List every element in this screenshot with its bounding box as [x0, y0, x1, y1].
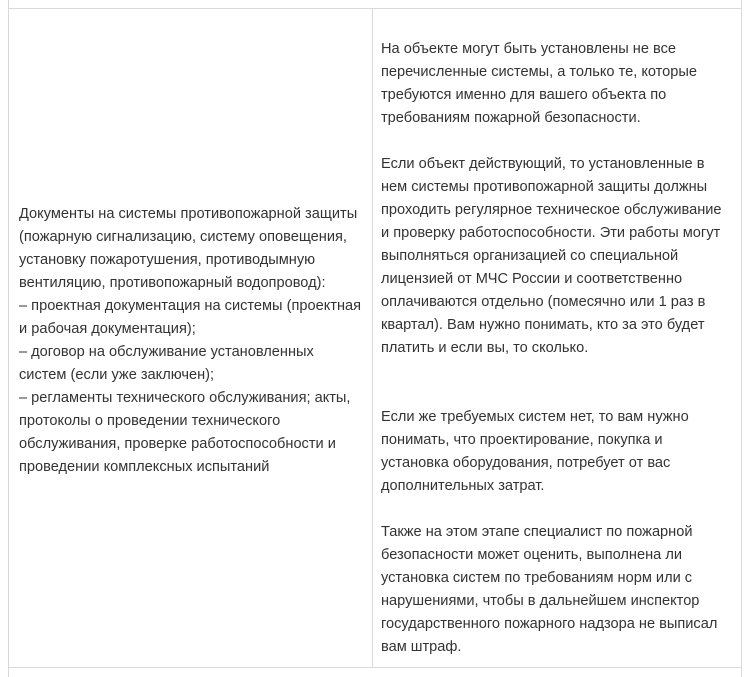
- document-table: [8, 0, 742, 677]
- table-row: [9, 8, 741, 668]
- right-cell: [373, 9, 741, 667]
- right-paragraph-1: На объекте могут быть установлены не все перечисленные системы, а только те, которые требуются именно для вашего объекта по требованиям пожарной безопасности.: [381, 41, 698, 126]
- left-cell-text: Документы на системы противопожарной защиты (пожарную сигнализацию, систему оповещения, установку пожаротушения, противодымную вентиляцию, противопожарный водопровод): – проектная документация на системы (проектная и рабочая документация); – договор на обслуживание установленных систем (если уже заключен); – регламенты технического обслуживания; акты, протоколы о проведении технического обслуживания, проверке работоспособности и проведении комплексных испытаний: [19, 206, 362, 475]
- right-paragraph-2: Если объект действующий, то установленные в нем системы противопожарной защиты должны проходить регулярное техническое обслуживание и проверку работоспособности. Эти работы могут выполняться организацией со специальной лицензией от МЧС России и соответственно оплачиваются отдельно (помесячно или 1 раз в квартал). Вам нужно понимать, кто за это будет платить и если вы, то сколько.: [381, 156, 722, 356]
- left-cell: [9, 9, 373, 667]
- right-paragraph-4: Также на этом этапе специалист по пожарной безопасности может оценить, выполнена ли установка систем по требованиям норм или с нарушениями, чтобы в дальнейшем инспектор государственного пожарного надзора не выписал вам штраф.: [381, 524, 718, 655]
- right-paragraph-3: Если же требуемых систем нет, то вам нужно понимать, что проектирование, покупка и установка оборудования, потребует от вас дополнительных затрат.: [381, 409, 689, 494]
